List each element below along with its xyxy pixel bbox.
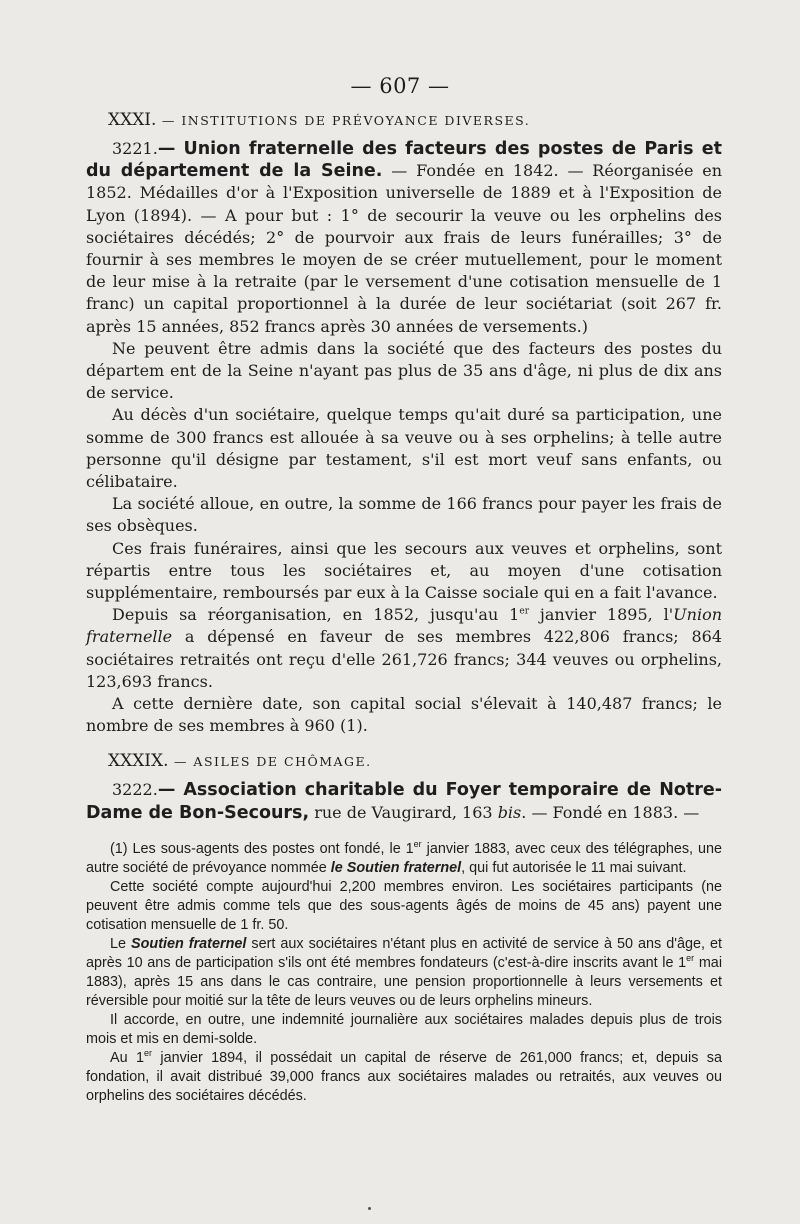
text-run: (1) Les sous-agents des postes ont fondé, le 1 xyxy=(110,840,414,857)
entry-title: — Union fraternelle des facteurs des postes de Paris et du département de la Seine. xyxy=(86,139,722,182)
italic-run: le Soutien fraternel xyxy=(330,859,462,876)
page-number: — 607 — xyxy=(350,74,450,98)
text-run: Depuis sa réorganisation, en 1852, jusqu'au 1 xyxy=(112,605,520,625)
superscript: er xyxy=(686,953,695,964)
section-title: — ASILES DE CHÔMAGE. xyxy=(173,754,372,770)
entry-paragraph xyxy=(86,604,722,693)
italic-run: Union fraternelle xyxy=(86,605,723,647)
main-text xyxy=(86,110,722,1106)
text-run: janvier 1895, l' xyxy=(529,605,674,625)
section-numeral: XXXI. xyxy=(108,110,157,130)
text-run: a dépensé en faveur de ses membres 422,806 francs; 864 sociétaires retraités ont reçu d'elle 261,726 francs; 344 veuves ou orphelins, 123,693 francs. xyxy=(86,627,722,691)
section-heading-31 xyxy=(108,110,722,130)
superscript: er xyxy=(519,606,530,617)
entry-paragraph: — Fondée en 1842. — Réorganisée en 1852. Médailles d'or à l'Exposition universelle de 1889 et à l'Exposition de Lyon (1894). — A pour but : 1° de secourir la veuve ou les orphelins des sociétaires décédés; 2° de pourvoir aux frais de leurs funérailles; 3° de fournir à ses membres le moyen de se créer mutuellement, pour le moment de leur mise à la retraite (par le versement d'une cotisation mensuelle de 1 franc) un capital proportionnel à la durée de leur sociétariat (soit 267 fr. après 15 années, 852 francs après 30 années de versements.) xyxy=(86,161,723,336)
entry-3222 xyxy=(86,779,722,823)
text-run: Au 1 xyxy=(110,1049,144,1066)
entry-paragraph: A cette dernière date, son capital social s'élevait à 140,487 francs; le nombre de ses membres à 960 (1). xyxy=(86,694,722,736)
entry-title: — Association charitable du Foyer temporaire de Notre-Dame de Bon-Secours, xyxy=(86,780,722,823)
superscript: er xyxy=(143,1048,152,1059)
entry-number: 3221. xyxy=(112,139,158,158)
section-heading-39 xyxy=(108,751,722,771)
section-numeral: XXXIX. xyxy=(108,751,169,772)
entry-paragraph: La société alloue, en outre, la somme de 166 francs pour payer les frais de ses obsèques. xyxy=(86,494,722,536)
text-run: rue de Vaugirard, 163 xyxy=(309,802,498,822)
footnote-paragraph xyxy=(86,935,722,1011)
text-run: janvier 1883, avec ceux des télégraphes, une autre société de prévoyance nommée xyxy=(86,840,722,876)
entry-3221 xyxy=(86,138,722,338)
footnote-paragraph xyxy=(86,840,722,878)
text-run: , qui fut autorisée le 11 mai suivant. xyxy=(461,859,687,876)
entry-paragraph: Ces frais funéraires, ainsi que les secours aux veuves et orphelins, sont répartis entre tous les sociétaires et, au moyen d'une cotisation supplémentaire, remboursés par eux à la Caisse sociale qui en a fait l'avance. xyxy=(86,538,722,603)
footnote-paragraph xyxy=(86,1049,722,1106)
footnote xyxy=(86,840,722,1106)
italic-run: bis xyxy=(497,802,522,822)
text-run: janvier 1894, il possédait un capital de réserve de 261,000 francs; et, depuis sa fondation, il avait distribué 39,000 francs aux sociétaires malades ou retraités, aux veuves ou orphelins des sociétaires décédés. xyxy=(86,1049,722,1104)
text-run: mai 1883), après 15 ans dans le cas contraire, une pension proportionnelle à leurs versements et réversible pour moitié sur la tête de leurs veuves ou de leurs orphelins mineurs. xyxy=(86,954,723,1009)
text-run: Le xyxy=(110,935,132,952)
text-run: sert aux sociétaires n'étant plus en activité de service à 50 ans d'âge, et après 10 ans de participation s'ils ont été membres fondateurs (c'est-à-dire inscrits avant le 1 xyxy=(86,935,722,971)
footnote-paragraph: Cette société compte aujourd'hui 2,200 membres environ. Les sociétaires participants (ne peuvent être admis comme tels que des sous-agents âgés de moins de 45 ans) payent une cotisation mensuelle de 1 fr. 50. xyxy=(86,878,722,933)
text-run: . — Fondé en 1883. — xyxy=(521,802,700,822)
entry-paragraph: Au décès d'un sociétaire, quelque temps qu'ait duré sa participation, une somme de 300 francs est allouée à sa veuve ou à ses orphelins; à telle autre personne qu'il désigne par testament, s'il est mort veuf sans enfants, ou célibataire. xyxy=(86,405,722,492)
superscript: er xyxy=(413,839,422,850)
section-title: — INSTITUTIONS DE PRÉVOYANCE DIVERSES. xyxy=(161,113,531,128)
page-mark xyxy=(368,1207,371,1210)
entry-paragraph: Ne peuvent être admis dans la société que des facteurs des postes du départem ent de la Seine n'ayant pas plus de 35 ans d'âge, ni plus de dix ans de service. xyxy=(86,338,722,403)
footnote-paragraph: Il accorde, en outre, une indemnité journalière aux sociétaires malades depuis plus de trois mois et mis en demi-solde. xyxy=(86,1011,722,1047)
entry-number: 3222. xyxy=(112,780,158,800)
italic-run: Soutien fraternel xyxy=(131,935,247,952)
